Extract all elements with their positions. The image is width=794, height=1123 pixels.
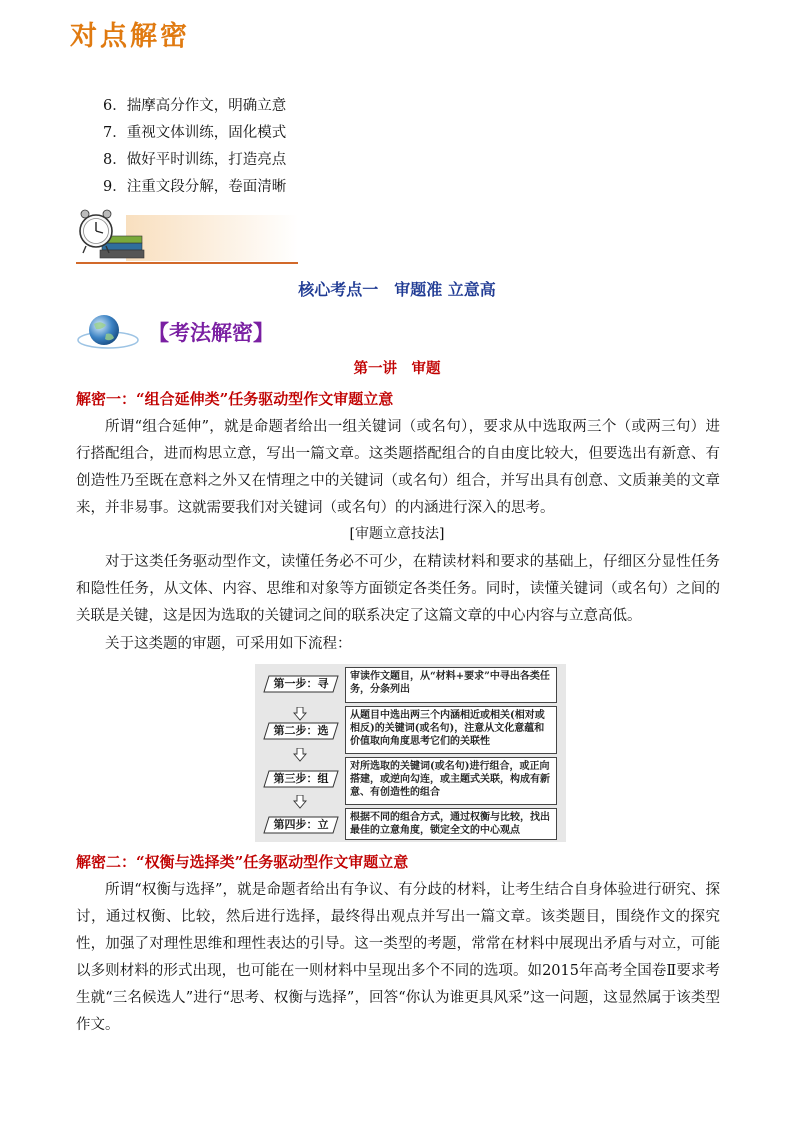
- down-arrow-icon: [293, 748, 307, 762]
- down-arrow-icon: [293, 707, 307, 721]
- flow-step-label: 第二步：选: [273, 724, 329, 737]
- flow-step-desc: 对所选取的关键词(或名句)进行组合，或正向搭建，或逆向勾连，或主题式关联，构成有新意、有创造性的组合: [345, 757, 557, 805]
- banner-divider: [76, 262, 298, 264]
- flow-step: [263, 770, 339, 788]
- flow-step: [263, 722, 339, 740]
- paragraph-4: 所谓“权衡与选择”，就是命题者给出有争议、有分歧的材料，让考生结合自身体验进行研究、探讨，通过权衡、比较，然后进行选择，最终得出观点并写出一篇文章。该类题目，围绕作文的探究性，加强了对理性思维和理性表达的引导。这一类型的考题，常常在材料中展现出矛盾与对立，可能以多则材料的形式出现，也可能在一则材料中呈现出多个不同的选项。如2015年高考全国卷Ⅱ要求考生就“三名候选人”进行“思考、权衡与选择”，回答“你认为谁更具风采”这一问题，这显然属于该类型作文。: [76, 882, 720, 1033]
- flow-step-label: 第一步：寻: [273, 677, 329, 690]
- down-arrow-icon: [293, 795, 307, 809]
- list-item: 7．重视文体训练，固化模式: [103, 125, 287, 141]
- list-item: 8．做好平时训练，打造亮点: [103, 152, 287, 168]
- flow-step-desc: 审读作文题目，从“材料+要求”中寻出各类任务，分条列出: [345, 667, 557, 703]
- flow-step-label: 第四步：立: [273, 818, 329, 831]
- flow-step: [263, 675, 339, 693]
- flow-step-desc: 从题目中选出两三个内涵相近或相关(相对或相反)的关键词(或名句)，注意从文化意蕴和价值取向角度思考它们的关联性: [345, 706, 557, 754]
- core-topic-title: 核心考点一 审题准 立意高: [298, 280, 496, 299]
- list-item: 6．揣摩高分作文，明确立意: [103, 98, 287, 114]
- section-heading: 解密一：“组合延伸类”任务驱动型作文审题立意: [76, 390, 394, 408]
- list-item: 9．注重文段分解，卷面清晰: [103, 179, 287, 195]
- lecture-title: 第一讲 审题: [353, 360, 441, 377]
- top-list: [103, 93, 286, 201]
- flow-step-label: 第三步：组: [273, 772, 329, 785]
- flow-step-desc: 根据不同的组合方式，通过权衡与比较，找出最佳的立意角度，锁定全文的中心观点: [345, 808, 557, 840]
- paragraph-2: 对于这类任务驱动型作文，读懂任务必不可少，在精读材料和要求的基础上，仔细区分显性任务和隐性任务，从文体、内容、思维和对象等方面锁定各类任务。同时，读懂关键词（或名句）之间的关联是关键，这是因为选取的关键词之间的联系决定了这篇文章的中心内容与立意高低。: [76, 554, 720, 624]
- flow-step: [263, 816, 339, 834]
- section-heading: 解密二：“权衡与选择类”任务驱动型作文审题立意: [76, 853, 409, 871]
- paragraph-1: 所谓“组合延伸”，就是命题者给出一组关键词（或名句），要求从中选取两三个（或两三句）进行搭配组合，进而构思立意，写出一篇文章。这类题搭配组合的自由度比较大，但要选出有新意、有创造性乃至既在意料之外又在情理之中的关键词（或名句）组合，并写出具有创意、文质兼美的文章来，并非易事。这就需要我们对关键词（或名句）的内涵进行深入的思考。: [76, 419, 720, 516]
- flow-chart: [255, 664, 566, 842]
- banner-title: 对点解密: [70, 21, 190, 52]
- technique-label: [审题立意技法]: [349, 526, 445, 542]
- kaofa-title: 【考法解密】: [148, 320, 274, 345]
- paragraph-3: 关于这类题的审题，可采用如下流程：: [105, 636, 352, 652]
- clock-books-icon: [76, 205, 298, 263]
